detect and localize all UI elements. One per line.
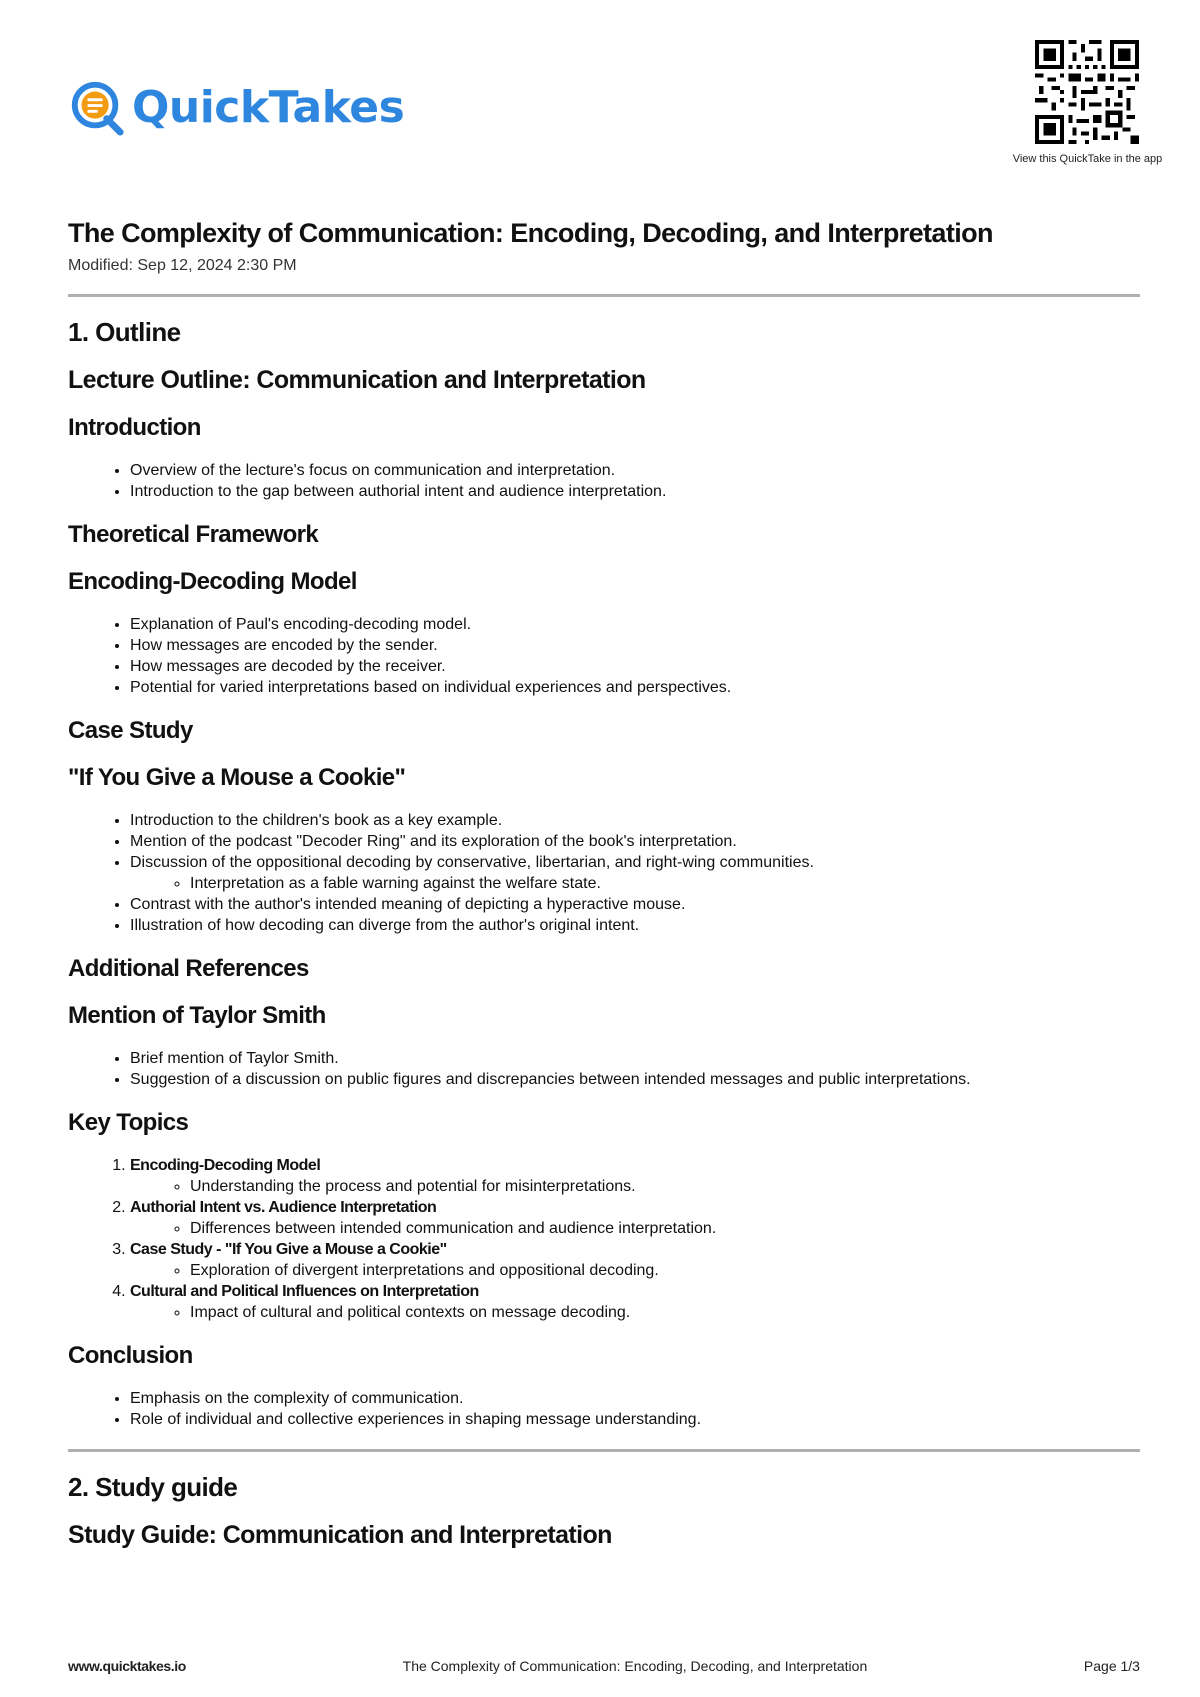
taylor-list [68, 1048, 1140, 1090]
conclusion-list [68, 1388, 1140, 1430]
topic-item [130, 1155, 1140, 1197]
topic-item [130, 1281, 1140, 1323]
list-item: • Mention of the podcast "Decoder Ring" and its exploration of the book's interpretation. [130, 831, 1140, 852]
list-item: • Introduction to the gap between authorial intent and audience interpretation. [130, 481, 1140, 502]
section-divider [68, 1449, 1140, 1452]
study-guide-heading: 2. Study guide [68, 1472, 238, 1502]
taylor-heading: Mention of Taylor Smith [68, 1002, 326, 1029]
study-guide-title: Study Guide: Communication and Interpretation [68, 1521, 612, 1549]
list-item: • Role of individual and collective experiences in shaping message understanding. [130, 1409, 1140, 1430]
topic-item [130, 1197, 1140, 1239]
modified-date: Modified: Sep 12, 2024 2:30 PM [68, 257, 297, 274]
sub-list-item: ◦ Differences between intended communication and audience interpretation. [190, 1218, 1140, 1239]
encoding-model-heading: Encoding-Decoding Model [68, 568, 357, 595]
sub-list-item: ◦ Interpretation as a fable warning against the welfare state. [190, 873, 1140, 894]
list-item-text: Discussion of the oppositional decoding by conservative, libertarian, and right-wing communities. [130, 854, 814, 871]
quicktakes-logo [68, 78, 404, 136]
theoretical-framework-heading: Theoretical Framework [68, 521, 319, 548]
outline-heading: 1. Outline [68, 317, 181, 347]
key-topics-list [68, 1155, 1140, 1323]
footer-document-title: The Complexity of Communication: Encoding, Decoding, and Interpretation [402, 1658, 868, 1674]
list-item: • Explanation of Paul's encoding-decoding model. [130, 614, 1140, 635]
document-body [68, 218, 1140, 1550]
footer-site-link[interactable]: www.quicktakes.io [68, 1658, 186, 1674]
sub-list-item: ◦ Understanding the process and potential for misinterpretations. [190, 1176, 1140, 1197]
sub-list [130, 873, 1140, 894]
list-item [130, 852, 1140, 894]
introduction-heading: Introduction [68, 414, 201, 441]
list-item: • Contrast with the author's intended meaning of depicting a hyperactive mouse. [130, 894, 1140, 915]
mouse-cookie-list [68, 810, 1140, 936]
footer-page-number: Page 1/3 [1083, 1658, 1140, 1674]
list-item: • Overview of the lecture's focus on communication and interpretation. [130, 460, 1140, 481]
additional-references-heading: Additional References [68, 955, 309, 982]
page-footer [68, 1658, 1140, 1674]
list-item: • Emphasis on the complexity of communication. [130, 1388, 1140, 1409]
quicktakes-logo-icon [68, 78, 126, 136]
qr-caption: View this QuickTake in the app [1012, 153, 1163, 165]
sub-list [130, 1176, 1140, 1197]
list-item: • Suggestion of a discussion on public figures and discrepancies between intended messages and public interpretations. [130, 1069, 1140, 1090]
introduction-list [68, 460, 1140, 502]
list-item: • Introduction to the children's book as a key example. [130, 810, 1140, 831]
topic-title: Case Study - "If You Give a Mouse a Cookie" [130, 1241, 447, 1258]
topic-title: Encoding-Decoding Model [130, 1157, 321, 1174]
sub-list [130, 1302, 1140, 1323]
encoding-model-list [68, 614, 1140, 698]
sub-list-item: ◦ Impact of cultural and political contexts on message decoding. [190, 1302, 1140, 1323]
conclusion-heading: Conclusion [68, 1342, 193, 1369]
sub-list [130, 1218, 1140, 1239]
topic-title: Authorial Intent vs. Audience Interpretation [130, 1199, 437, 1216]
list-item: • How messages are encoded by the sender. [130, 635, 1140, 656]
section-divider [68, 294, 1140, 297]
list-item: • Illustration of how decoding can diverge from the author's original intent. [130, 915, 1140, 936]
sub-list-item: ◦ Exploration of divergent interpretations and oppositional decoding. [190, 1260, 1140, 1281]
document-title: The Complexity of Communication: Encoding, Decoding, and Interpretation [68, 218, 993, 248]
list-item: • Brief mention of Taylor Smith. [130, 1048, 1140, 1069]
sub-list [130, 1260, 1140, 1281]
list-item: • How messages are decoded by the receiver. [130, 656, 1140, 677]
topic-title: Cultural and Political Influences on Interpretation [130, 1283, 479, 1300]
qr-code-icon[interactable] [1035, 40, 1139, 144]
mouse-cookie-heading: "If You Give a Mouse a Cookie" [68, 764, 406, 791]
case-study-heading: Case Study [68, 717, 193, 744]
topic-item [130, 1239, 1140, 1281]
brand-name: QuickTakes [132, 81, 405, 133]
key-topics-heading: Key Topics [68, 1109, 189, 1136]
list-item: • Potential for varied interpretations based on individual experiences and perspectives. [130, 677, 1140, 698]
lecture-outline-title: Lecture Outline: Communication and Interpretation [68, 366, 646, 394]
